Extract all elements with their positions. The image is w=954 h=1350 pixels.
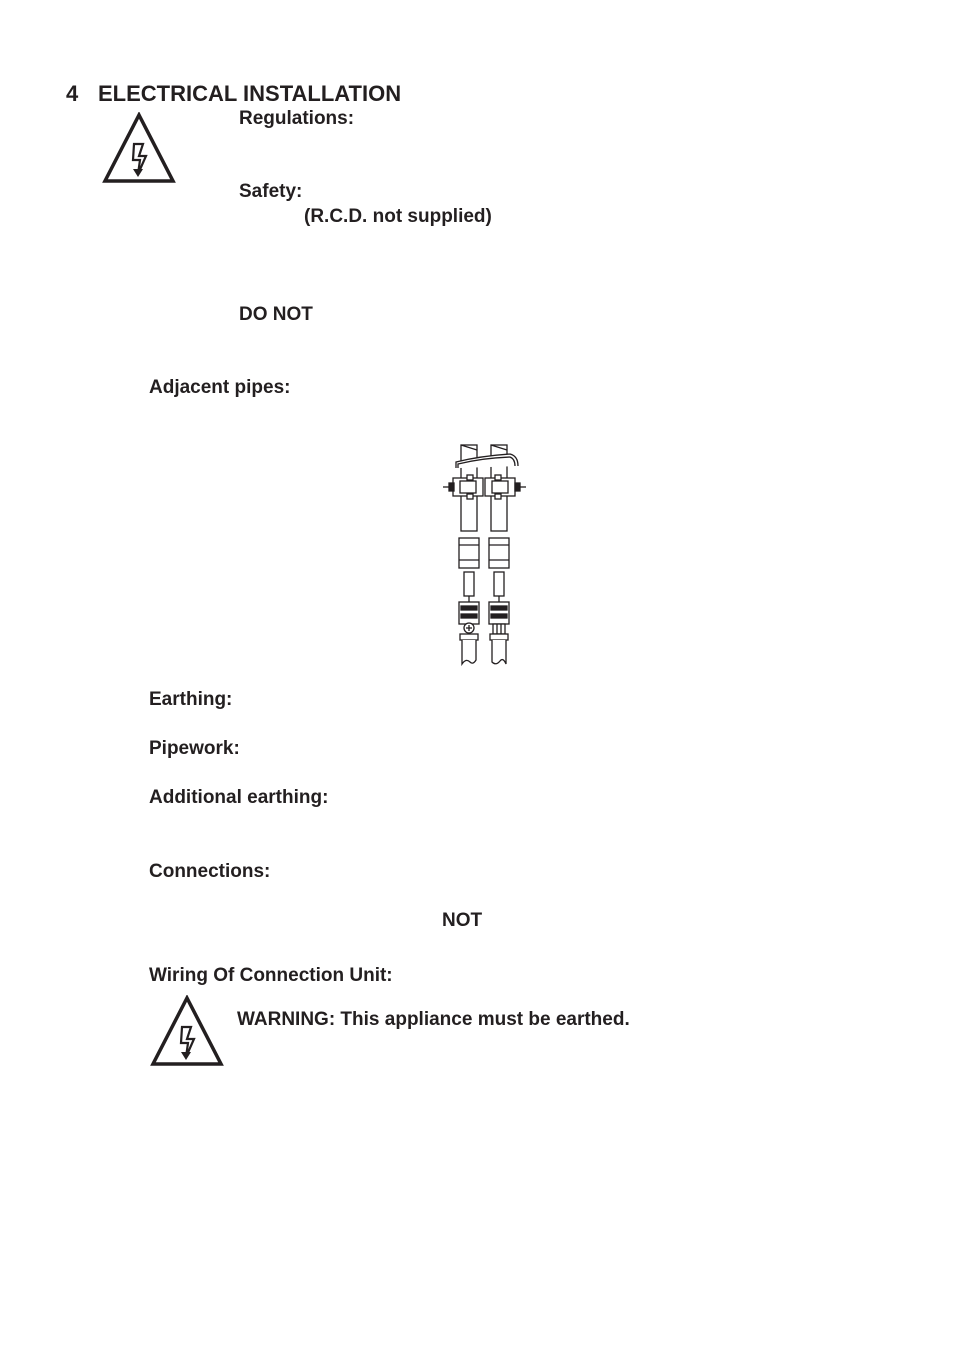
not-text: NOT xyxy=(442,910,483,931)
do-not-text: DO NOT xyxy=(239,304,313,325)
section-number: 4 xyxy=(66,81,79,106)
pipework-label: Pipework: xyxy=(149,738,240,759)
wiring-label: Wiring Of Connection Unit: xyxy=(149,965,393,986)
section-title: ELECTRICAL INSTALLATION xyxy=(98,81,402,106)
electrical-hazard-icon xyxy=(150,995,224,1067)
safety-label: Safety: xyxy=(239,181,303,202)
connections-label: Connections: xyxy=(149,861,271,882)
earthing-label: Earthing: xyxy=(149,689,233,710)
adjacent-pipes-label: Adjacent pipes: xyxy=(149,377,291,398)
warning-text: WARNING: This appliance must be earthed. xyxy=(237,1009,630,1030)
additional-earthing-label: Additional earthing: xyxy=(149,787,329,808)
regulations-label: Regulations: xyxy=(239,108,355,129)
electrical-hazard-icon xyxy=(102,112,176,184)
adjacent-pipes-diagram xyxy=(440,442,528,668)
rcd-note: (R.C.D. not supplied) xyxy=(304,206,492,227)
